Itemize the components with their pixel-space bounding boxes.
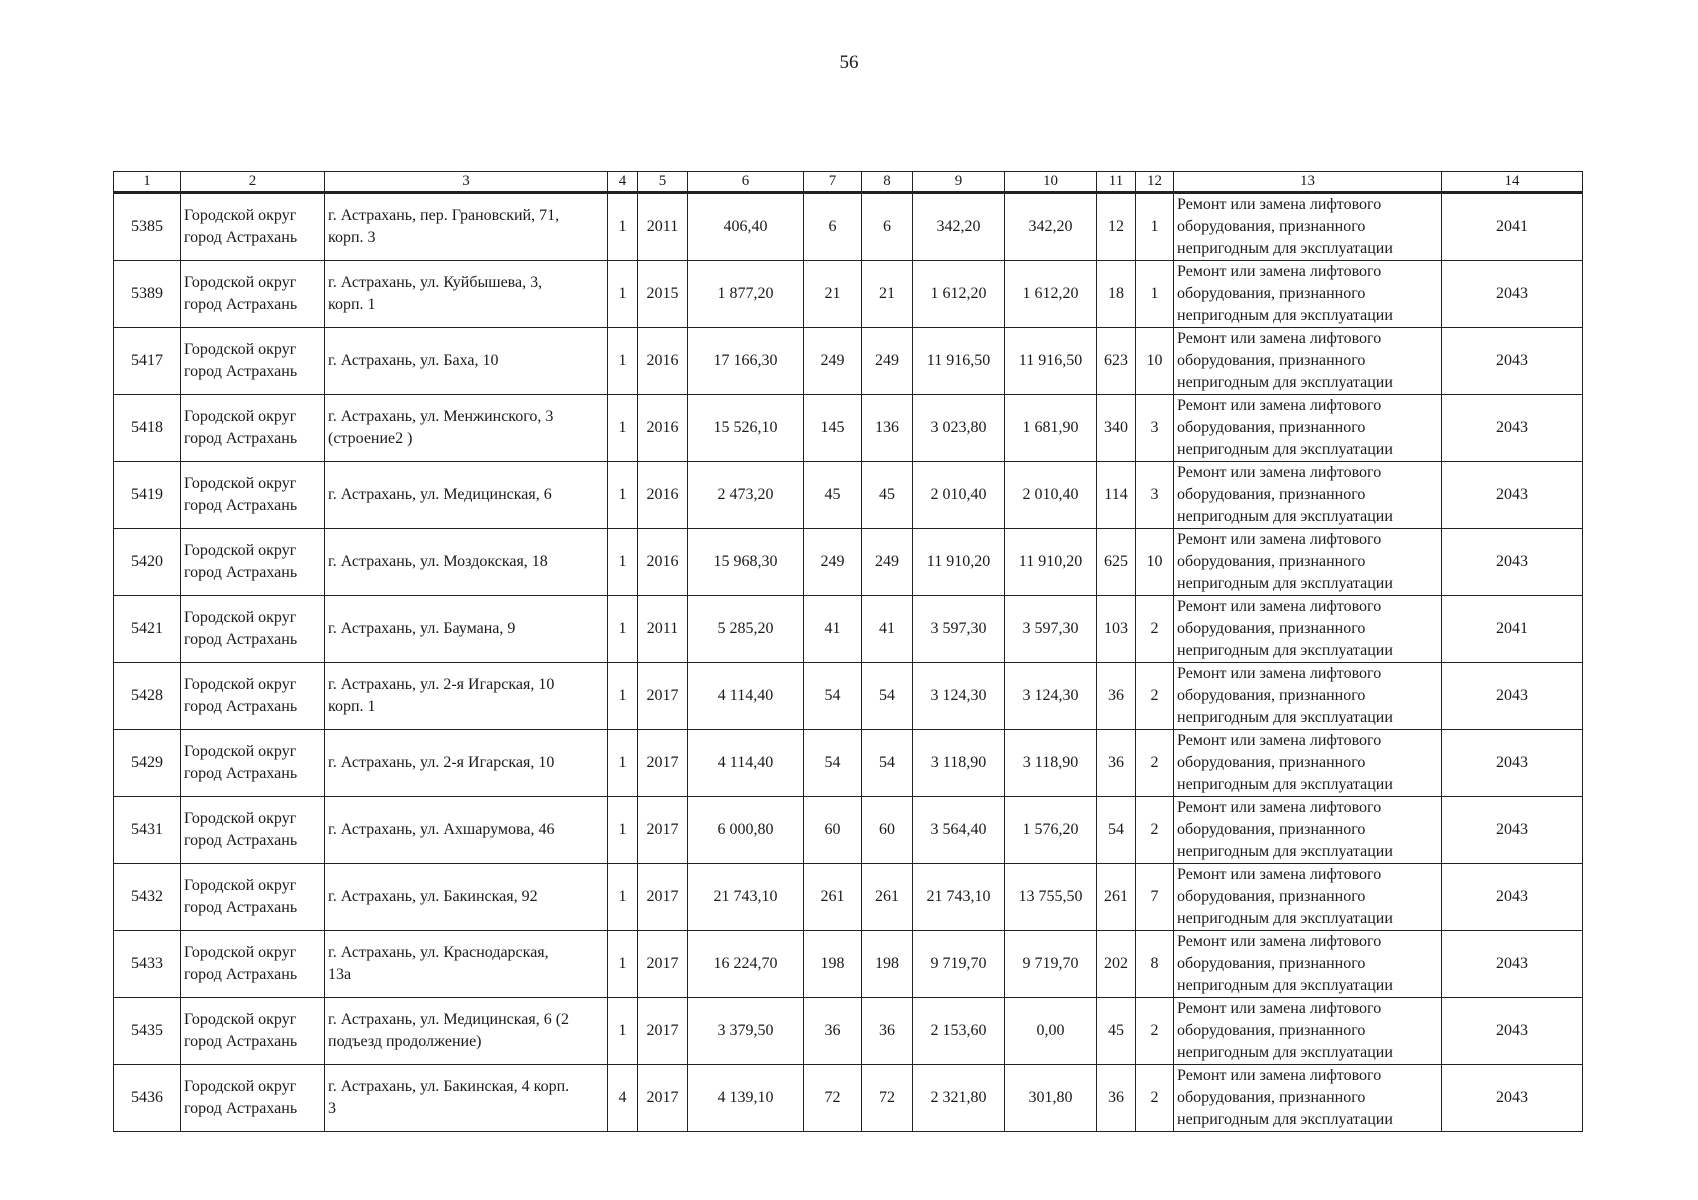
cell-total-area: 4 114,40 [688, 663, 804, 730]
cell-area-b: 11 910,20 [1005, 529, 1097, 596]
cell-area-a: 3 564,40 [913, 797, 1005, 864]
cell-count-a: 54 [804, 663, 862, 730]
column-header-4: 4 [608, 172, 638, 193]
cell-planned-year: 2041 [1442, 596, 1583, 663]
cell-area-b: 3 597,30 [1005, 596, 1097, 663]
cell-address: г. Астрахань, ул. 2-я Игарская, 10 корп. 1 [325, 663, 608, 730]
cell-lifts: 3 [1136, 462, 1174, 529]
cell-work-type: Ремонт или замена лифтового оборудования, признанного непригодным для эксплуатации [1174, 193, 1442, 261]
cell-count-b: 72 [862, 1065, 913, 1132]
cell-planned-year: 2043 [1442, 1065, 1583, 1132]
cell-total-area: 4 114,40 [688, 730, 804, 797]
cell-municipality: Городской округ город Астрахань [181, 663, 325, 730]
column-header-12: 12 [1136, 172, 1174, 193]
cell-area-a: 3 118,90 [913, 730, 1005, 797]
cell-year: 2011 [638, 596, 688, 663]
cell-area-b: 2 010,40 [1005, 462, 1097, 529]
column-header-10: 10 [1005, 172, 1097, 193]
cell-area-b: 13 755,50 [1005, 864, 1097, 931]
cell-count-a: 60 [804, 797, 862, 864]
cell-lifts: 10 [1136, 328, 1174, 395]
cell-row-id: 5433 [114, 931, 181, 998]
cell-residents: 261 [1097, 864, 1136, 931]
cell-municipality: Городской округ город Астрахань [181, 395, 325, 462]
cell-municipality: Городской округ город Астрахань [181, 261, 325, 328]
column-header-14: 14 [1442, 172, 1583, 193]
cell-address: г. Астрахань, ул. Моздокская, 18 [325, 529, 608, 596]
cell-address: г. Астрахань, ул. Куйбышева, 3, корп. 1 [325, 261, 608, 328]
cell-area-a: 11 916,50 [913, 328, 1005, 395]
cell-count-b: 249 [862, 328, 913, 395]
cell-planned-year: 2043 [1442, 261, 1583, 328]
cell-total-area: 4 139,10 [688, 1065, 804, 1132]
cell-year: 2017 [638, 730, 688, 797]
cell-row-id: 5429 [114, 730, 181, 797]
table-row [114, 1065, 1583, 1132]
cell-total-area: 17 166,30 [688, 328, 804, 395]
cell-area-b: 1 681,90 [1005, 395, 1097, 462]
cell-residents: 54 [1097, 797, 1136, 864]
cell-municipality: Городской округ город Астрахань [181, 1065, 325, 1132]
cell-residents: 114 [1097, 462, 1136, 529]
cell-area-a: 3 597,30 [913, 596, 1005, 663]
cell-year: 2017 [638, 931, 688, 998]
cell-count-b: 45 [862, 462, 913, 529]
cell-count-a: 72 [804, 1065, 862, 1132]
cell-residents: 12 [1097, 193, 1136, 261]
cell-area-a: 2 153,60 [913, 998, 1005, 1065]
cell-area-b: 9 719,70 [1005, 931, 1097, 998]
cell-count-a: 261 [804, 864, 862, 931]
cell-residents: 103 [1097, 596, 1136, 663]
cell-area-a: 342,20 [913, 193, 1005, 261]
cell-address: г. Астрахань, ул. Медицинская, 6 (2 подъезд продолжение) [325, 998, 608, 1065]
cell-lifts: 2 [1136, 596, 1174, 663]
cell-planned-year: 2043 [1442, 931, 1583, 998]
cell-row-id: 5417 [114, 328, 181, 395]
cell-residents: 202 [1097, 931, 1136, 998]
column-header-7: 7 [804, 172, 862, 193]
page-number: 56 [839, 52, 859, 73]
cell-row-id: 5421 [114, 596, 181, 663]
cell-lifts: 1 [1136, 193, 1174, 261]
cell-address: г. Астрахань, ул. Медицинская, 6 [325, 462, 608, 529]
cell-area-a: 11 910,20 [913, 529, 1005, 596]
cell-count-a: 6 [804, 193, 862, 261]
cell-work-type: Ремонт или замена лифтового оборудования, признанного непригодным для эксплуатации [1174, 864, 1442, 931]
table-row [114, 328, 1583, 395]
cell-planned-year: 2041 [1442, 193, 1583, 261]
cell-count-b: 41 [862, 596, 913, 663]
cell-lifts: 2 [1136, 1065, 1174, 1132]
cell-total-area: 406,40 [688, 193, 804, 261]
cell-row-id: 5418 [114, 395, 181, 462]
cell-area-a: 9 719,70 [913, 931, 1005, 998]
cell-address: г. Астрахань, ул. Бакинская, 92 [325, 864, 608, 931]
cell-work-type: Ремонт или замена лифтового оборудования, признанного непригодным для эксплуатации [1174, 1065, 1442, 1132]
cell-residents: 36 [1097, 1065, 1136, 1132]
cell-planned-year: 2043 [1442, 730, 1583, 797]
table-row [114, 663, 1583, 730]
cell-area-a: 2 321,80 [913, 1065, 1005, 1132]
cell-row-id: 5389 [114, 261, 181, 328]
cell-planned-year: 2043 [1442, 462, 1583, 529]
cell-count-a: 45 [804, 462, 862, 529]
cell-residents: 18 [1097, 261, 1136, 328]
cell-municipality: Городской округ город Астрахань [181, 864, 325, 931]
cell-total-area: 6 000,80 [688, 797, 804, 864]
cell-stage: 1 [608, 663, 638, 730]
cell-total-area: 5 285,20 [688, 596, 804, 663]
cell-total-area: 2 473,20 [688, 462, 804, 529]
cell-year: 2011 [638, 193, 688, 261]
cell-row-id: 5385 [114, 193, 181, 261]
cell-row-id: 5431 [114, 797, 181, 864]
cell-row-id: 5420 [114, 529, 181, 596]
cell-count-a: 198 [804, 931, 862, 998]
cell-municipality: Городской округ город Астрахань [181, 730, 325, 797]
cell-work-type: Ремонт или замена лифтового оборудования, признанного непригодным для эксплуатации [1174, 730, 1442, 797]
cell-row-id: 5432 [114, 864, 181, 931]
cell-municipality: Городской округ город Астрахань [181, 797, 325, 864]
capital-repair-table-container [113, 171, 1582, 1132]
cell-municipality: Городской округ город Астрахань [181, 931, 325, 998]
cell-year: 2015 [638, 261, 688, 328]
column-header-13: 13 [1174, 172, 1442, 193]
cell-stage: 1 [608, 596, 638, 663]
table-row [114, 596, 1583, 663]
cell-work-type: Ремонт или замена лифтового оборудования, признанного непригодным для эксплуатации [1174, 395, 1442, 462]
cell-area-b: 1 576,20 [1005, 797, 1097, 864]
cell-row-id: 5419 [114, 462, 181, 529]
cell-year: 2017 [638, 864, 688, 931]
cell-count-b: 249 [862, 529, 913, 596]
cell-count-b: 54 [862, 663, 913, 730]
cell-residents: 36 [1097, 730, 1136, 797]
table-header [114, 172, 1583, 193]
cell-total-area: 3 379,50 [688, 998, 804, 1065]
cell-residents: 340 [1097, 395, 1136, 462]
cell-work-type: Ремонт или замена лифтового оборудования, признанного непригодным для эксплуатации [1174, 663, 1442, 730]
cell-planned-year: 2043 [1442, 797, 1583, 864]
cell-address: г. Астрахань, ул. Краснодарская, 13а [325, 931, 608, 998]
cell-count-b: 261 [862, 864, 913, 931]
cell-lifts: 2 [1136, 663, 1174, 730]
table-row [114, 998, 1583, 1065]
cell-count-a: 145 [804, 395, 862, 462]
cell-count-b: 36 [862, 998, 913, 1065]
cell-stage: 1 [608, 797, 638, 864]
cell-count-a: 249 [804, 328, 862, 395]
cell-work-type: Ремонт или замена лифтового оборудования, признанного непригодным для эксплуатации [1174, 797, 1442, 864]
cell-work-type: Ремонт или замена лифтового оборудования, признанного непригодным для эксплуатации [1174, 328, 1442, 395]
column-header-11: 11 [1097, 172, 1136, 193]
table-row [114, 797, 1583, 864]
cell-planned-year: 2043 [1442, 864, 1583, 931]
cell-planned-year: 2043 [1442, 663, 1583, 730]
cell-lifts: 3 [1136, 395, 1174, 462]
cell-municipality: Городской округ город Астрахань [181, 328, 325, 395]
cell-year: 2016 [638, 462, 688, 529]
cell-lifts: 2 [1136, 797, 1174, 864]
cell-area-a: 1 612,20 [913, 261, 1005, 328]
cell-municipality: Городской округ город Астрахань [181, 998, 325, 1065]
cell-address: г. Астрахань, ул. 2-я Игарская, 10 [325, 730, 608, 797]
cell-year: 2016 [638, 529, 688, 596]
cell-stage: 1 [608, 193, 638, 261]
cell-address: г. Астрахань, ул. Баха, 10 [325, 328, 608, 395]
cell-residents: 36 [1097, 663, 1136, 730]
cell-area-b: 342,20 [1005, 193, 1097, 261]
cell-area-b: 0,00 [1005, 998, 1097, 1065]
cell-year: 2017 [638, 663, 688, 730]
cell-area-a: 2 010,40 [913, 462, 1005, 529]
cell-count-b: 21 [862, 261, 913, 328]
cell-lifts: 2 [1136, 998, 1174, 1065]
cell-address: г. Астрахань, ул. Бакинская, 4 корп. 3 [325, 1065, 608, 1132]
cell-total-area: 15 526,10 [688, 395, 804, 462]
cell-area-a: 3 124,30 [913, 663, 1005, 730]
cell-work-type: Ремонт или замена лифтового оборудования, признанного непригодным для эксплуатации [1174, 596, 1442, 663]
cell-residents: 45 [1097, 998, 1136, 1065]
cell-work-type: Ремонт или замена лифтового оборудования, признанного непригодным для эксплуатации [1174, 529, 1442, 596]
cell-residents: 623 [1097, 328, 1136, 395]
cell-year: 2017 [638, 797, 688, 864]
cell-row-id: 5428 [114, 663, 181, 730]
cell-stage: 1 [608, 998, 638, 1065]
cell-year: 2016 [638, 395, 688, 462]
cell-stage: 1 [608, 261, 638, 328]
table-row [114, 931, 1583, 998]
header-row [114, 172, 1583, 193]
cell-count-b: 60 [862, 797, 913, 864]
capital-repair-table [113, 171, 1583, 1132]
cell-area-b: 1 612,20 [1005, 261, 1097, 328]
cell-planned-year: 2043 [1442, 395, 1583, 462]
cell-work-type: Ремонт или замена лифтового оборудования, признанного непригодным для эксплуатации [1174, 462, 1442, 529]
cell-area-b: 3 124,30 [1005, 663, 1097, 730]
column-header-3: 3 [325, 172, 608, 193]
table-row [114, 395, 1583, 462]
table-row [114, 462, 1583, 529]
cell-municipality: Городской округ город Астрахань [181, 529, 325, 596]
cell-row-id: 5435 [114, 998, 181, 1065]
column-header-2: 2 [181, 172, 325, 193]
cell-count-b: 6 [862, 193, 913, 261]
cell-address: г. Астрахань, ул. Менжинского, 3 (строение2 ) [325, 395, 608, 462]
cell-stage: 1 [608, 328, 638, 395]
cell-work-type: Ремонт или замена лифтового оборудования, признанного непригодным для эксплуатации [1174, 998, 1442, 1065]
cell-stage: 1 [608, 730, 638, 797]
cell-stage: 1 [608, 931, 638, 998]
cell-address: г. Астрахань, ул. Ахшарумова, 46 [325, 797, 608, 864]
cell-area-b: 301,80 [1005, 1065, 1097, 1132]
cell-total-area: 16 224,70 [688, 931, 804, 998]
column-header-9: 9 [913, 172, 1005, 193]
cell-stage: 4 [608, 1065, 638, 1132]
cell-planned-year: 2043 [1442, 998, 1583, 1065]
table-row [114, 193, 1583, 261]
table-body [114, 193, 1583, 1132]
cell-lifts: 10 [1136, 529, 1174, 596]
cell-planned-year: 2043 [1442, 529, 1583, 596]
cell-year: 2017 [638, 998, 688, 1065]
cell-lifts: 2 [1136, 730, 1174, 797]
cell-count-b: 198 [862, 931, 913, 998]
cell-count-a: 54 [804, 730, 862, 797]
cell-total-area: 15 968,30 [688, 529, 804, 596]
cell-address: г. Астрахань, ул. Баумана, 9 [325, 596, 608, 663]
column-header-8: 8 [862, 172, 913, 193]
cell-count-b: 54 [862, 730, 913, 797]
cell-total-area: 1 877,20 [688, 261, 804, 328]
cell-lifts: 8 [1136, 931, 1174, 998]
column-header-1: 1 [114, 172, 181, 193]
column-header-5: 5 [638, 172, 688, 193]
cell-area-b: 3 118,90 [1005, 730, 1097, 797]
cell-count-a: 41 [804, 596, 862, 663]
cell-count-b: 136 [862, 395, 913, 462]
table-row [114, 864, 1583, 931]
cell-year: 2016 [638, 328, 688, 395]
table-row [114, 529, 1583, 596]
cell-municipality: Городской округ город Астрахань [181, 462, 325, 529]
table-row [114, 261, 1583, 328]
cell-year: 2017 [638, 1065, 688, 1132]
cell-lifts: 7 [1136, 864, 1174, 931]
cell-planned-year: 2043 [1442, 328, 1583, 395]
cell-municipality: Городской округ город Астрахань [181, 193, 325, 261]
cell-work-type: Ремонт или замена лифтового оборудования, признанного непригодным для эксплуатации [1174, 931, 1442, 998]
cell-count-a: 249 [804, 529, 862, 596]
cell-total-area: 21 743,10 [688, 864, 804, 931]
cell-municipality: Городской округ город Астрахань [181, 596, 325, 663]
cell-count-a: 36 [804, 998, 862, 1065]
cell-area-a: 3 023,80 [913, 395, 1005, 462]
cell-area-b: 11 916,50 [1005, 328, 1097, 395]
cell-area-a: 21 743,10 [913, 864, 1005, 931]
cell-stage: 1 [608, 395, 638, 462]
cell-lifts: 1 [1136, 261, 1174, 328]
cell-stage: 1 [608, 864, 638, 931]
cell-residents: 625 [1097, 529, 1136, 596]
column-header-6: 6 [688, 172, 804, 193]
cell-count-a: 21 [804, 261, 862, 328]
cell-work-type: Ремонт или замена лифтового оборудования, признанного непригодным для эксплуатации [1174, 261, 1442, 328]
cell-address: г. Астрахань, пер. Грановский, 71, корп. 3 [325, 193, 608, 261]
cell-stage: 1 [608, 529, 638, 596]
cell-row-id: 5436 [114, 1065, 181, 1132]
cell-stage: 1 [608, 462, 638, 529]
table-row [114, 730, 1583, 797]
